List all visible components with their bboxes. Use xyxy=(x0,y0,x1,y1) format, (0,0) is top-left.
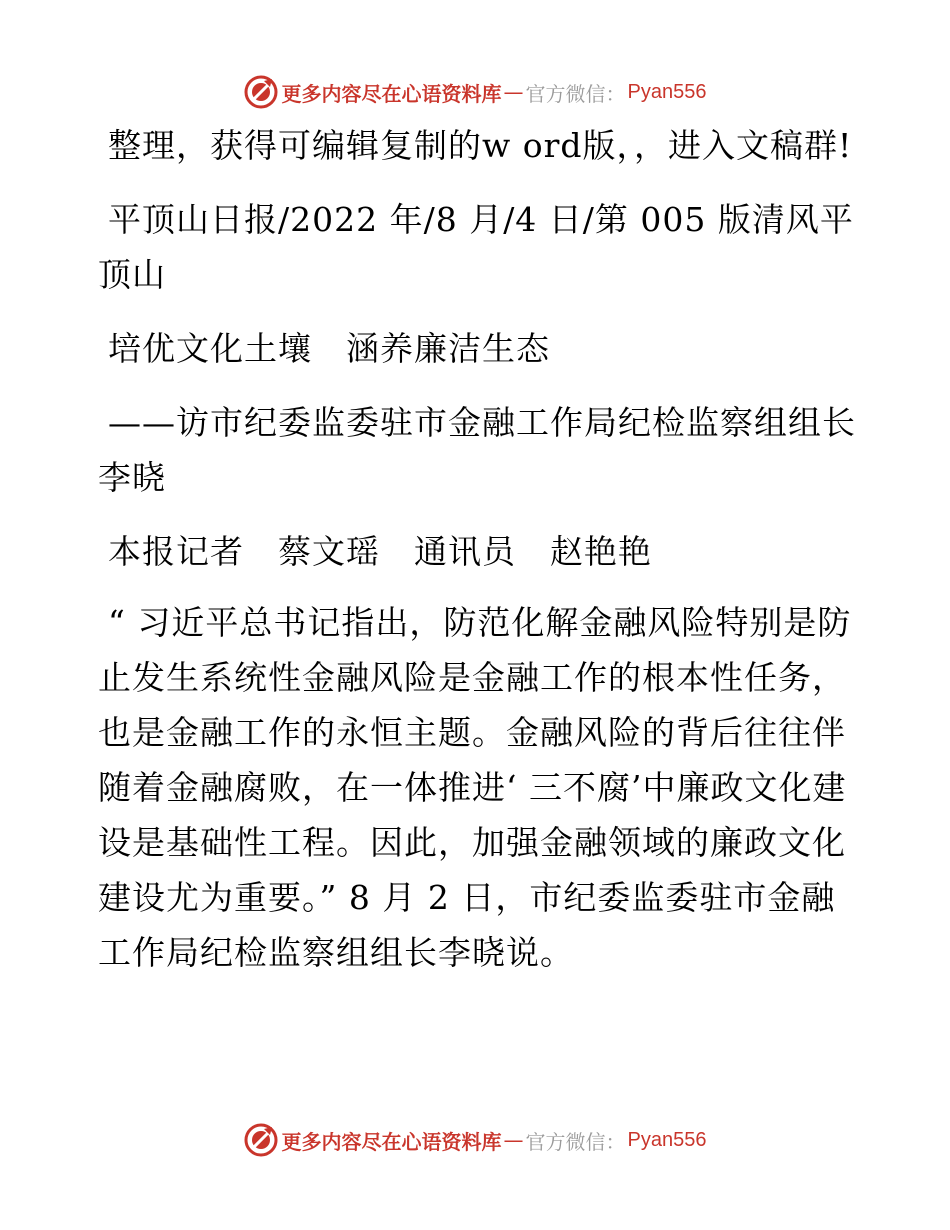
banner-main-text: 更多内容尽在心语资料库 xyxy=(281,1129,502,1154)
banner-separator: — xyxy=(503,1128,524,1152)
article-subtitle: ——访市纪委监委驻市金融工作局纪检监察组组长李晓 xyxy=(98,403,856,497)
brand-logo-icon xyxy=(244,75,278,109)
banner-wechat-id: Pyan556 xyxy=(627,80,707,103)
document-body xyxy=(98,118,858,980)
banner-wechat-id: Pyan556 xyxy=(627,1128,707,1151)
source-line: 平顶山日报/2022 年/8 月/4 日/第 005 版清风平顶山 xyxy=(98,200,854,294)
banner-main-text: 更多内容尽在心语资料库 xyxy=(281,81,502,106)
intro-paragraph: 整理，获得可编辑复制的w ord版，，进入文稿群! xyxy=(108,126,853,165)
banner-wechat-label: 官方微信： xyxy=(525,1129,626,1154)
byline: 本报记者 蔡文瑶 通讯员 赵艳艳 xyxy=(108,532,652,571)
banner-wechat-label: 官方微信： xyxy=(525,81,626,106)
brand-logo-icon xyxy=(244,1123,278,1157)
body-paragraph: “ 习近平总书记指出，防范化解金融风险特别是防止发生系统性金融风险是金融工作的根本性任务，也是金融工作的永恒主题。金融风险的背后往往伴随着金融腐败，在一体推进‘ 三不腐’中廉政文化建设是基础性工程。因此，加强金融领域的廉政文化建设尤为重要。” 8 月 2 日，市纪委监委驻市金融工作局纪检监察组组长李晓说。 xyxy=(98,603,852,972)
header-watermark-banner xyxy=(0,70,950,114)
banner-separator: — xyxy=(503,80,524,104)
footer-watermark-banner xyxy=(0,1118,950,1162)
article-title: 培优文化土壤 涵养廉洁生态 xyxy=(108,329,550,368)
